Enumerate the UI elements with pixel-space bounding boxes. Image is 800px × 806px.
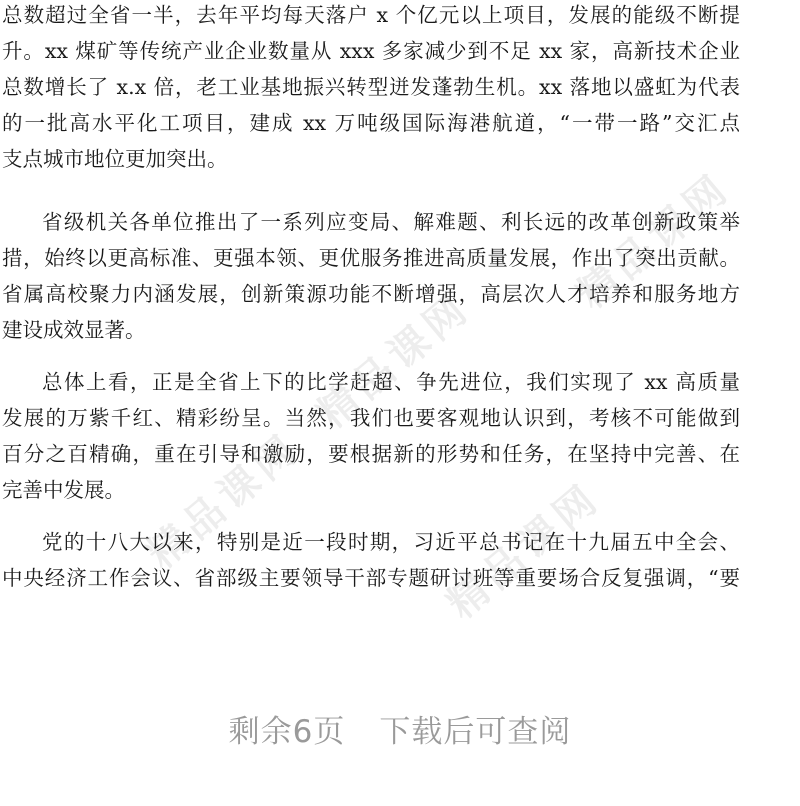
text-line: 省级机关各单位推出了一系列应变局、解难题、利长远的改革创新政策举: [42, 210, 740, 234]
download-prompt-label: 下载后可查阅: [379, 714, 572, 750]
watermark: 精品课网: [138, 424, 310, 578]
watermark: 精品课网: [308, 284, 480, 438]
text-line: 建设成效显著。: [2, 318, 146, 342]
text-line: 的一批高水平化工项目，建成 xx 万吨级国际海港航道，“一带一路”交汇点: [2, 111, 740, 135]
text-line: 中央经济工作会议、省部级主要领导干部专题研讨班等重要场合反复强调，“要: [2, 566, 740, 590]
text-line: 百分之百精确，重在引导和激励，要根据新的形势和任务，在坚持中完善、在: [2, 442, 740, 466]
text-line: 发展的万紫千红、精彩纷呈。当然，我们也要客观地认识到，考核不可能做到: [2, 406, 740, 430]
text-line: 总数增长了 x.x 倍，老工业基地振兴转型迸发蓬勃生机。xx 落地以盛虹为代表: [2, 75, 740, 99]
text-line: 总数超过全省一半，去年平均每天落户 x 个亿元以上项目，发展的能级不断提: [2, 3, 740, 27]
text-line: 党的十八大以来，特别是近一段时期，习近平总书记在十九届五中全会、: [42, 530, 740, 554]
watermark: 精品课网: [568, 164, 740, 318]
text-line: 省属高校聚力内涵发展，创新策源功能不断增强，高层次人才培养和服务地方: [2, 282, 740, 306]
remaining-pages-label: 剩余6页: [228, 714, 346, 750]
text-line: 完善中发展。: [2, 478, 125, 502]
text-line: 支点城市地位更加突出。: [2, 147, 228, 171]
watermark: 精品课网: [438, 474, 610, 628]
remaining-pages-banner[interactable]: [0, 706, 800, 751]
text-line: 总体上看，正是全省上下的比学赶超、争先进位，我们实现了 xx 高质量: [42, 370, 740, 394]
text-line: 升。xx 煤矿等传统产业企业数量从 xxx 多家减少到不足 xx 家，高新技术企业: [2, 39, 740, 63]
text-line: 措，始终以更高标准、更强本领、更优服务推进高质量发展，作出了突出贡献。: [2, 246, 740, 270]
